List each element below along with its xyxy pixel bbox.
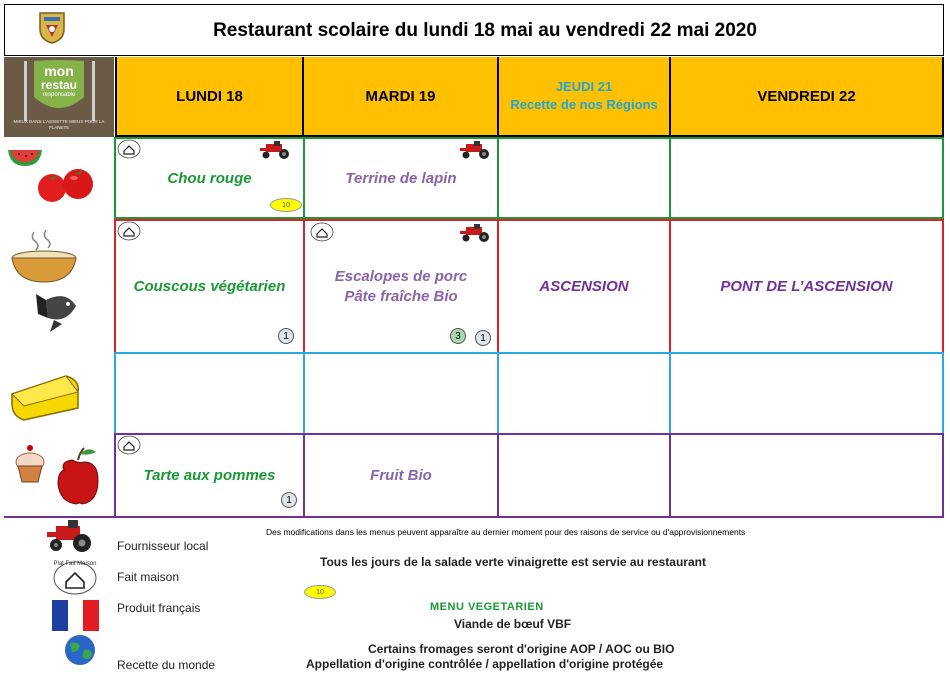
row-entree-vline (497, 137, 499, 219)
cell-plat-vendredi (671, 221, 942, 352)
allergen-badge: 1 (475, 330, 491, 346)
row-fromage-vline (303, 352, 305, 434)
header-vendredi-label: VENDREDI 22 (757, 87, 856, 105)
row-fromage-vline (942, 352, 944, 434)
row-fromage-vline (669, 352, 671, 434)
row-entree-vline (669, 137, 671, 219)
mon-restau-logo (4, 57, 114, 137)
tomato-icon (38, 169, 93, 202)
header-jeudi-sub: Recette de nos Régions (510, 97, 658, 112)
header-mardi (304, 57, 499, 137)
town-crest-icon (34, 9, 70, 45)
soup-bowl-icon (12, 230, 76, 282)
note-modifications: Des modifications dans les menus peuvent apparaître au dernier moment pour des raisons de service ou d'approvisionnements (266, 527, 746, 537)
dish-couscous-vegetarien: Couscous végétarien (133, 278, 286, 295)
fait-maison-stamp-icon (309, 222, 335, 242)
cell-plat-lundi (116, 221, 303, 352)
holiday-pont-ascension: PONT DE L’ASCENSION (720, 278, 893, 295)
legend-origin-badge: 10 (304, 585, 336, 599)
logo-text-sub: responsable (42, 92, 76, 98)
fait-maison-stamp-icon (117, 221, 141, 241)
header-vendredi (671, 57, 944, 137)
apple-icon (58, 448, 98, 504)
fish-icon (36, 294, 76, 332)
tractor-icon (458, 223, 494, 243)
header-mardi-label: MARDI 19 (365, 87, 436, 105)
logo-text-mon: mon (44, 63, 74, 79)
cell-plat-jeudi (499, 221, 669, 352)
tractor-icon (44, 518, 98, 554)
fait-maison-stamp-text: Plat Fait Maison (53, 561, 97, 567)
holiday-ascension: ASCENSION (539, 278, 629, 295)
tractor-icon (458, 140, 494, 160)
page-title: Restaurant scolaire du lundi 18 mai au vendredi 22 mai 2020 (213, 20, 757, 41)
row-entree-vline (942, 137, 944, 219)
globe-icon (62, 634, 98, 666)
row-dessert-vline (497, 433, 499, 518)
dessert-icons (6, 440, 110, 512)
entree-icons (6, 140, 110, 214)
dish-chou-rouge: Chou rouge (167, 169, 252, 187)
watermelon-icon (8, 150, 42, 166)
note-salade: Tous les jours de la salade verte vinaigrette est servie au restaurant (320, 555, 706, 569)
dish-pate-fraiche-bio: Pâte fraîche Bio (344, 287, 458, 305)
dish-escalopes-de-porc: Escalopes de porc (334, 267, 468, 285)
row-plat-vline (942, 219, 944, 353)
row-fromage-vline (497, 352, 499, 434)
cheese-icon (6, 368, 110, 424)
dish-tarte-aux-pommes: Tarte aux pommes (143, 467, 276, 484)
legend-recette-du-monde: Recette du monde (117, 658, 216, 672)
logo-tagline: MIEUX DANS L'ASSIETTE MIEUX POUR LA PLANETE (13, 119, 105, 130)
legend-fait-maison: Fait maison (117, 570, 180, 584)
note-menu-vegetarien: MENU VEGETARIEN (430, 601, 544, 613)
french-flag-icon (52, 600, 99, 631)
fait-maison-stamp-icon (117, 139, 141, 159)
header-lundi (115, 57, 304, 137)
row-dessert-vline (669, 433, 671, 518)
row-dessert-vline (942, 433, 944, 518)
cell-dessert-lundi (116, 435, 303, 516)
allergen-badge: 3 (450, 328, 466, 344)
note-viande-boeuf: Viande de bœuf VBF (454, 617, 572, 631)
fait-maison-stamp-icon (117, 435, 141, 455)
plat-icons (6, 224, 110, 348)
header-lundi-label: LUNDI 18 (176, 87, 243, 105)
cell-dessert-mardi (305, 435, 497, 516)
logo-text-restau: restau (40, 78, 78, 92)
cupcake-icon (16, 445, 44, 482)
legend-fournisseur-local: Fournisseur local (117, 539, 209, 553)
header-jeudi (499, 57, 671, 137)
dish-terrine-de-lapin: Terrine de lapin (345, 169, 457, 187)
row-fromage-vline (114, 352, 116, 434)
note-fromages: Certains fromages seront d'origine AOP / AOC ou BIO (368, 642, 675, 656)
legend-produit-francais: Produit français (117, 601, 201, 615)
allergen-badge: 1 (278, 328, 294, 344)
title-bar (4, 4, 944, 56)
allergen-badge: 1 (281, 492, 297, 508)
origin-badge: 10 (270, 198, 302, 212)
row-fromage-top-border (114, 352, 944, 354)
row-dessert-bottom-border (4, 516, 944, 518)
note-appellation: Appellation d'origine contrôlée / appellation d'origine protégée (306, 657, 664, 671)
tractor-icon (258, 140, 294, 160)
header-jeudi-label: JEUDI 21 (555, 79, 613, 94)
dish-fruit-bio: Fruit Bio (370, 467, 432, 484)
